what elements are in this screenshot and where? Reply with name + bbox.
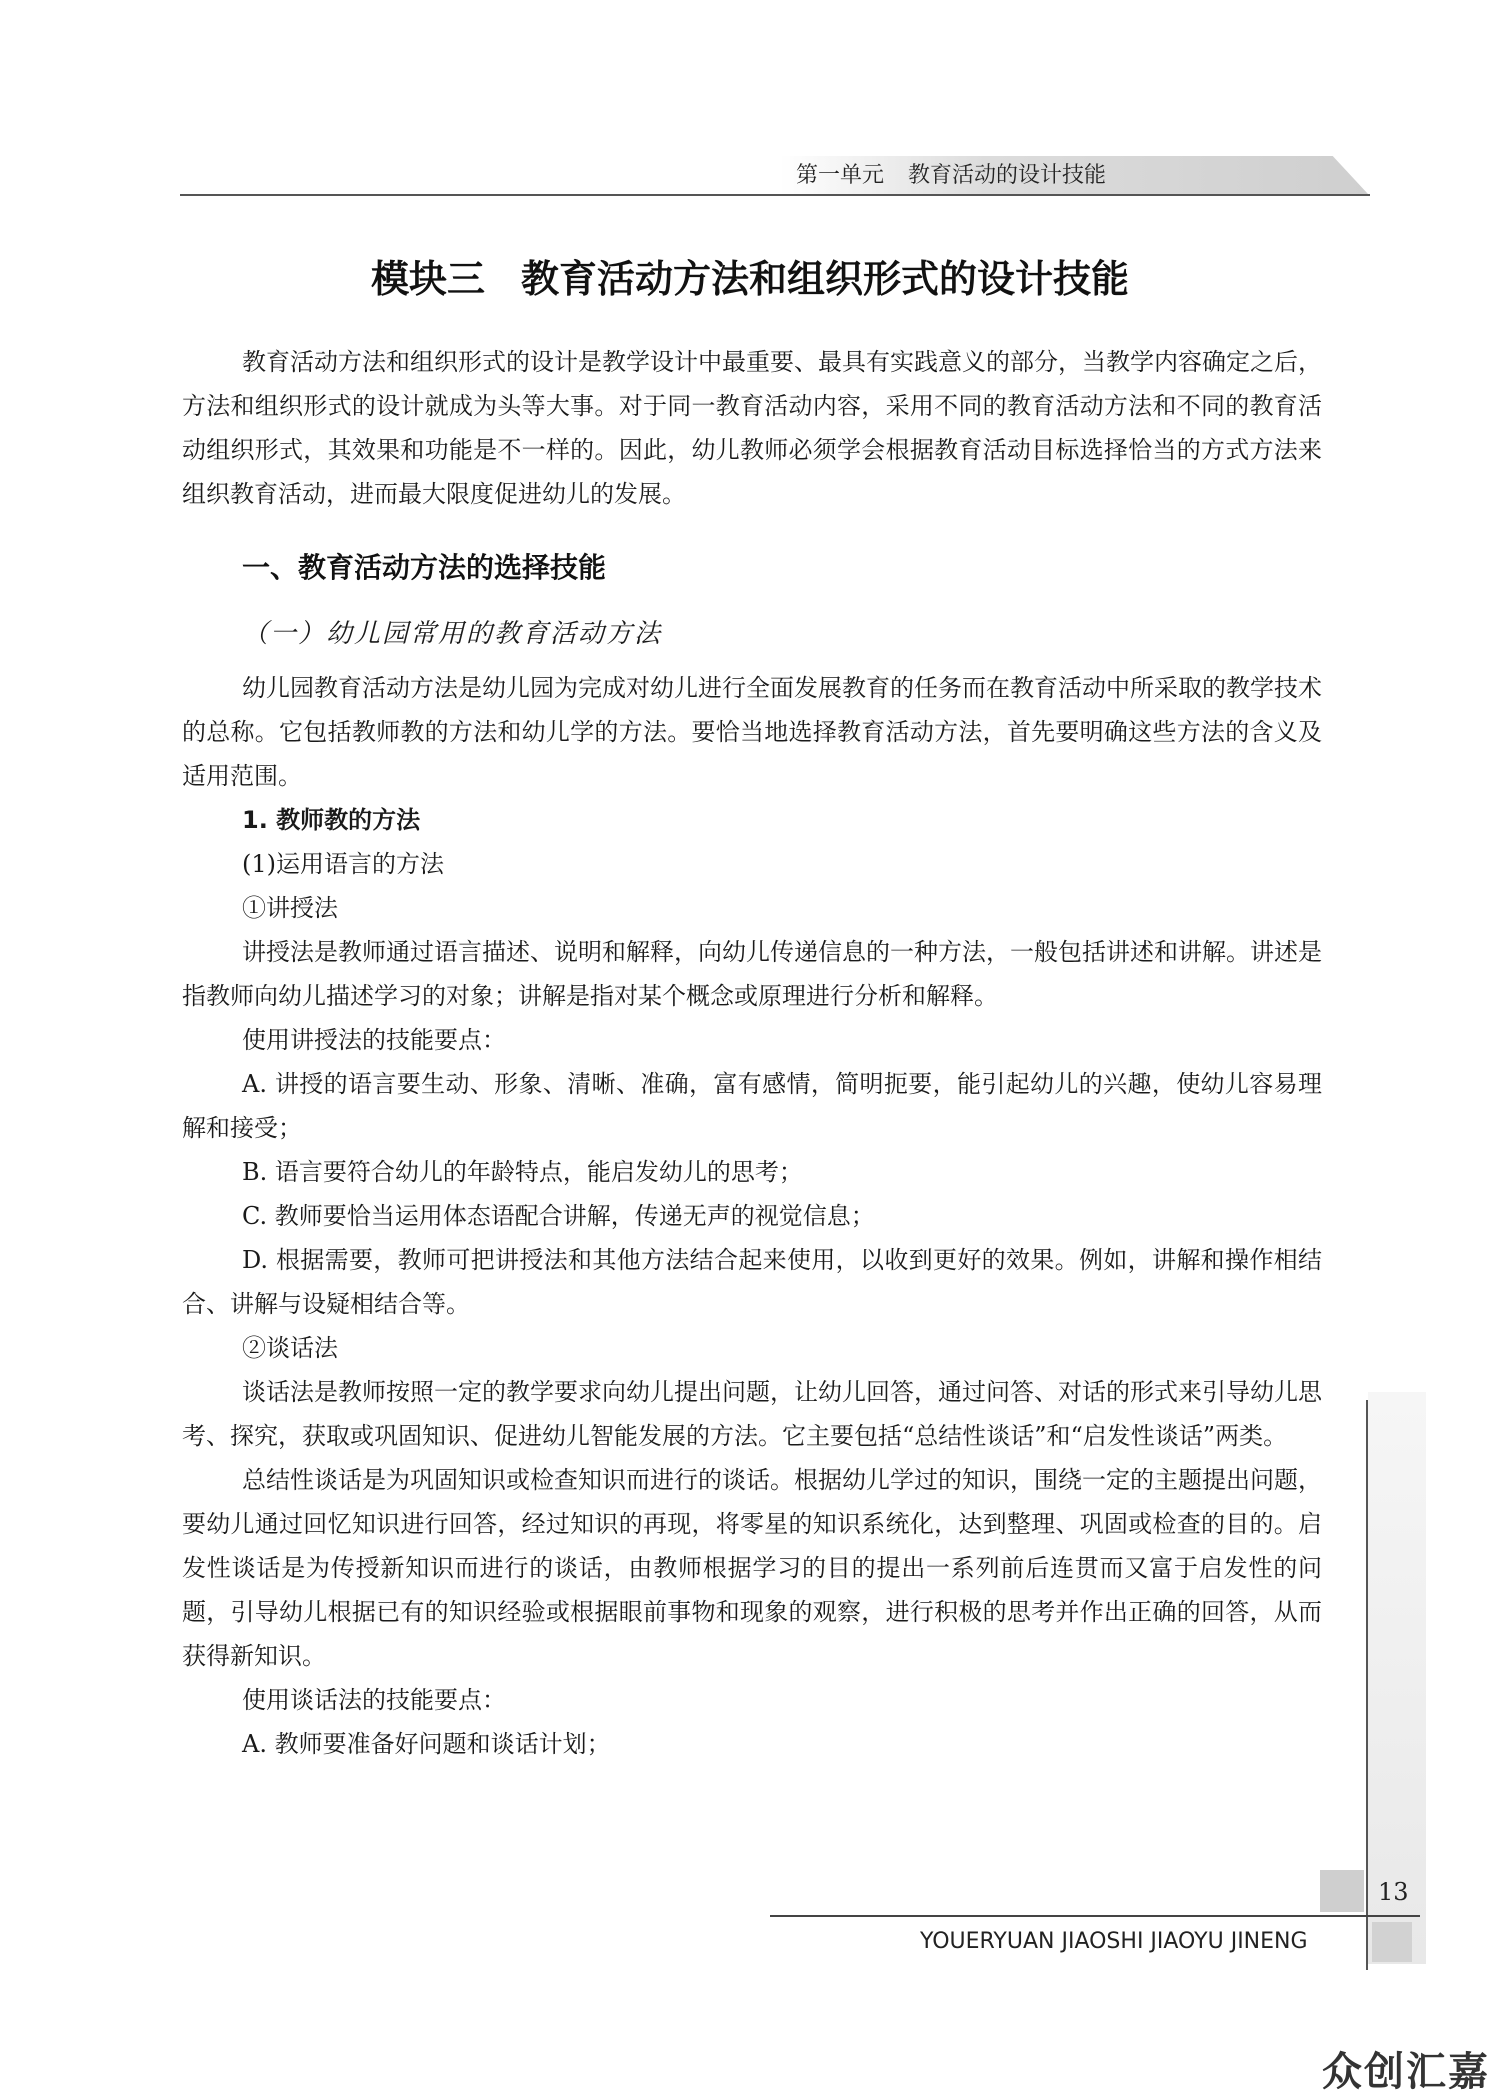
intro-paragraph: 教育活动方法和组织形式的设计是教学设计中最重要、最具有实践意义的部分，当教学内容确定之后，方法和组织形式的设计就成为头等大事。对于同一教育活动内容，采用不同的教育活动方法和不同的教育活动组织形式，其效果和功能是不一样的。因此，幼儿教师必须学会根据教育活动目标选择恰当的方式方法来组织教育活动，进而最大限度促进幼儿的发展。 bbox=[182, 348, 1322, 508]
body-content bbox=[182, 340, 1322, 1766]
method-a-title: ①讲授法 bbox=[242, 894, 338, 922]
page-number: 13 bbox=[1378, 1878, 1409, 1906]
page-title bbox=[180, 248, 1320, 303]
subsection-intro: 幼儿园教育活动方法是幼儿园为完成对幼儿进行全面发展教育的任务而在教育活动中所采取的教学技术的总称。它包括教师教的方法和幼儿学的方法。要恰当地选择教育活动方法，首先要明确这些方法的含义及适用范围。 bbox=[182, 674, 1322, 790]
header-section: 教育活动的设计技能 bbox=[908, 163, 1107, 188]
item-heading: 1. 教师教的方法 bbox=[242, 806, 421, 834]
title-name: 教育活动方法和组织形式的设计技能 bbox=[521, 257, 1130, 301]
method-b-description: 谈话法是教师按照一定的教学要求向幼儿提出问题，让幼儿回答，通过问答、对话的形式来引导幼儿思考、探究，获取或巩固知识、促进幼儿智能发展的方法。它主要包括“总结性谈话”和“启发性谈话”两类。 bbox=[182, 1378, 1322, 1450]
footer-series-title: YOUERYUAN JIAOSHI JIAOYU JINENG bbox=[920, 1929, 1308, 1954]
method-b-point: A. 教师要准备好问题和谈话计划； bbox=[242, 1730, 611, 1758]
watermark-logo: 众创汇嘉 bbox=[1322, 2049, 1490, 2095]
method-a-point: C. 教师要恰当运用体态语配合讲解，传递无声的视觉信息； bbox=[242, 1202, 875, 1230]
running-header bbox=[796, 160, 1106, 192]
subsection-heading: （一）幼儿园常用的教育活动方法 bbox=[242, 619, 663, 649]
header-unit: 第一单元 bbox=[796, 163, 885, 188]
method-a-points-title: 使用讲授法的技能要点： bbox=[242, 1026, 506, 1054]
method-a-point: B. 语言要符合幼儿的年龄特点，能启发幼儿的思考； bbox=[242, 1158, 803, 1186]
section-heading: 一、教育活动方法的选择技能 bbox=[242, 551, 607, 584]
method-a-description: 讲授法是教师通过语言描述、说明和解释，向幼儿传递信息的一种方法，一般包括讲述和讲解。讲述是指教师向幼儿描述学习的对象；讲解是指对某个概念或原理进行分析和解释。 bbox=[182, 938, 1322, 1010]
footer-vertical-rule bbox=[1366, 1400, 1368, 1970]
item-subheading: (1)运用语言的方法 bbox=[242, 850, 444, 878]
method-b-description-2: 总结性谈话是为巩固知识或检查知识而进行的谈话。根据幼儿学过的知识，围绕一定的主题提出问题，要幼儿通过回忆知识进行回答，经过知识的再现，将零星的知识系统化，达到整理、巩固或检查的目的。启发性谈话是为传授新知识而进行的谈话，由教师根据学习的目的提出一系列前后连贯而又富于启发性的问题，引导幼儿根据已有的知识经验或根据眼前事物和现象的观察，进行积极的思考并作出正确的回答，从而获得新知识。 bbox=[182, 1466, 1322, 1670]
header-rule bbox=[180, 194, 1370, 196]
method-b-title: ②谈话法 bbox=[242, 1334, 338, 1362]
footer-square-decoration bbox=[1372, 1922, 1412, 1962]
method-b-points-title: 使用谈话法的技能要点： bbox=[242, 1686, 506, 1714]
footer-rule bbox=[770, 1915, 1420, 1917]
page-number-box bbox=[1320, 1870, 1364, 1912]
title-module: 模块三 bbox=[370, 257, 485, 301]
method-a-point: A. 讲授的语言要生动、形象、清晰、准确，富有感情，简明扼要，能引起幼儿的兴趣，使幼儿容易理解和接受； bbox=[182, 1070, 1322, 1142]
method-a-point: D. 根据需要，教师可把讲授法和其他方法结合起来使用，以收到更好的效果。例如，讲解和操作相结合、讲解与设疑相结合等。 bbox=[182, 1246, 1322, 1318]
